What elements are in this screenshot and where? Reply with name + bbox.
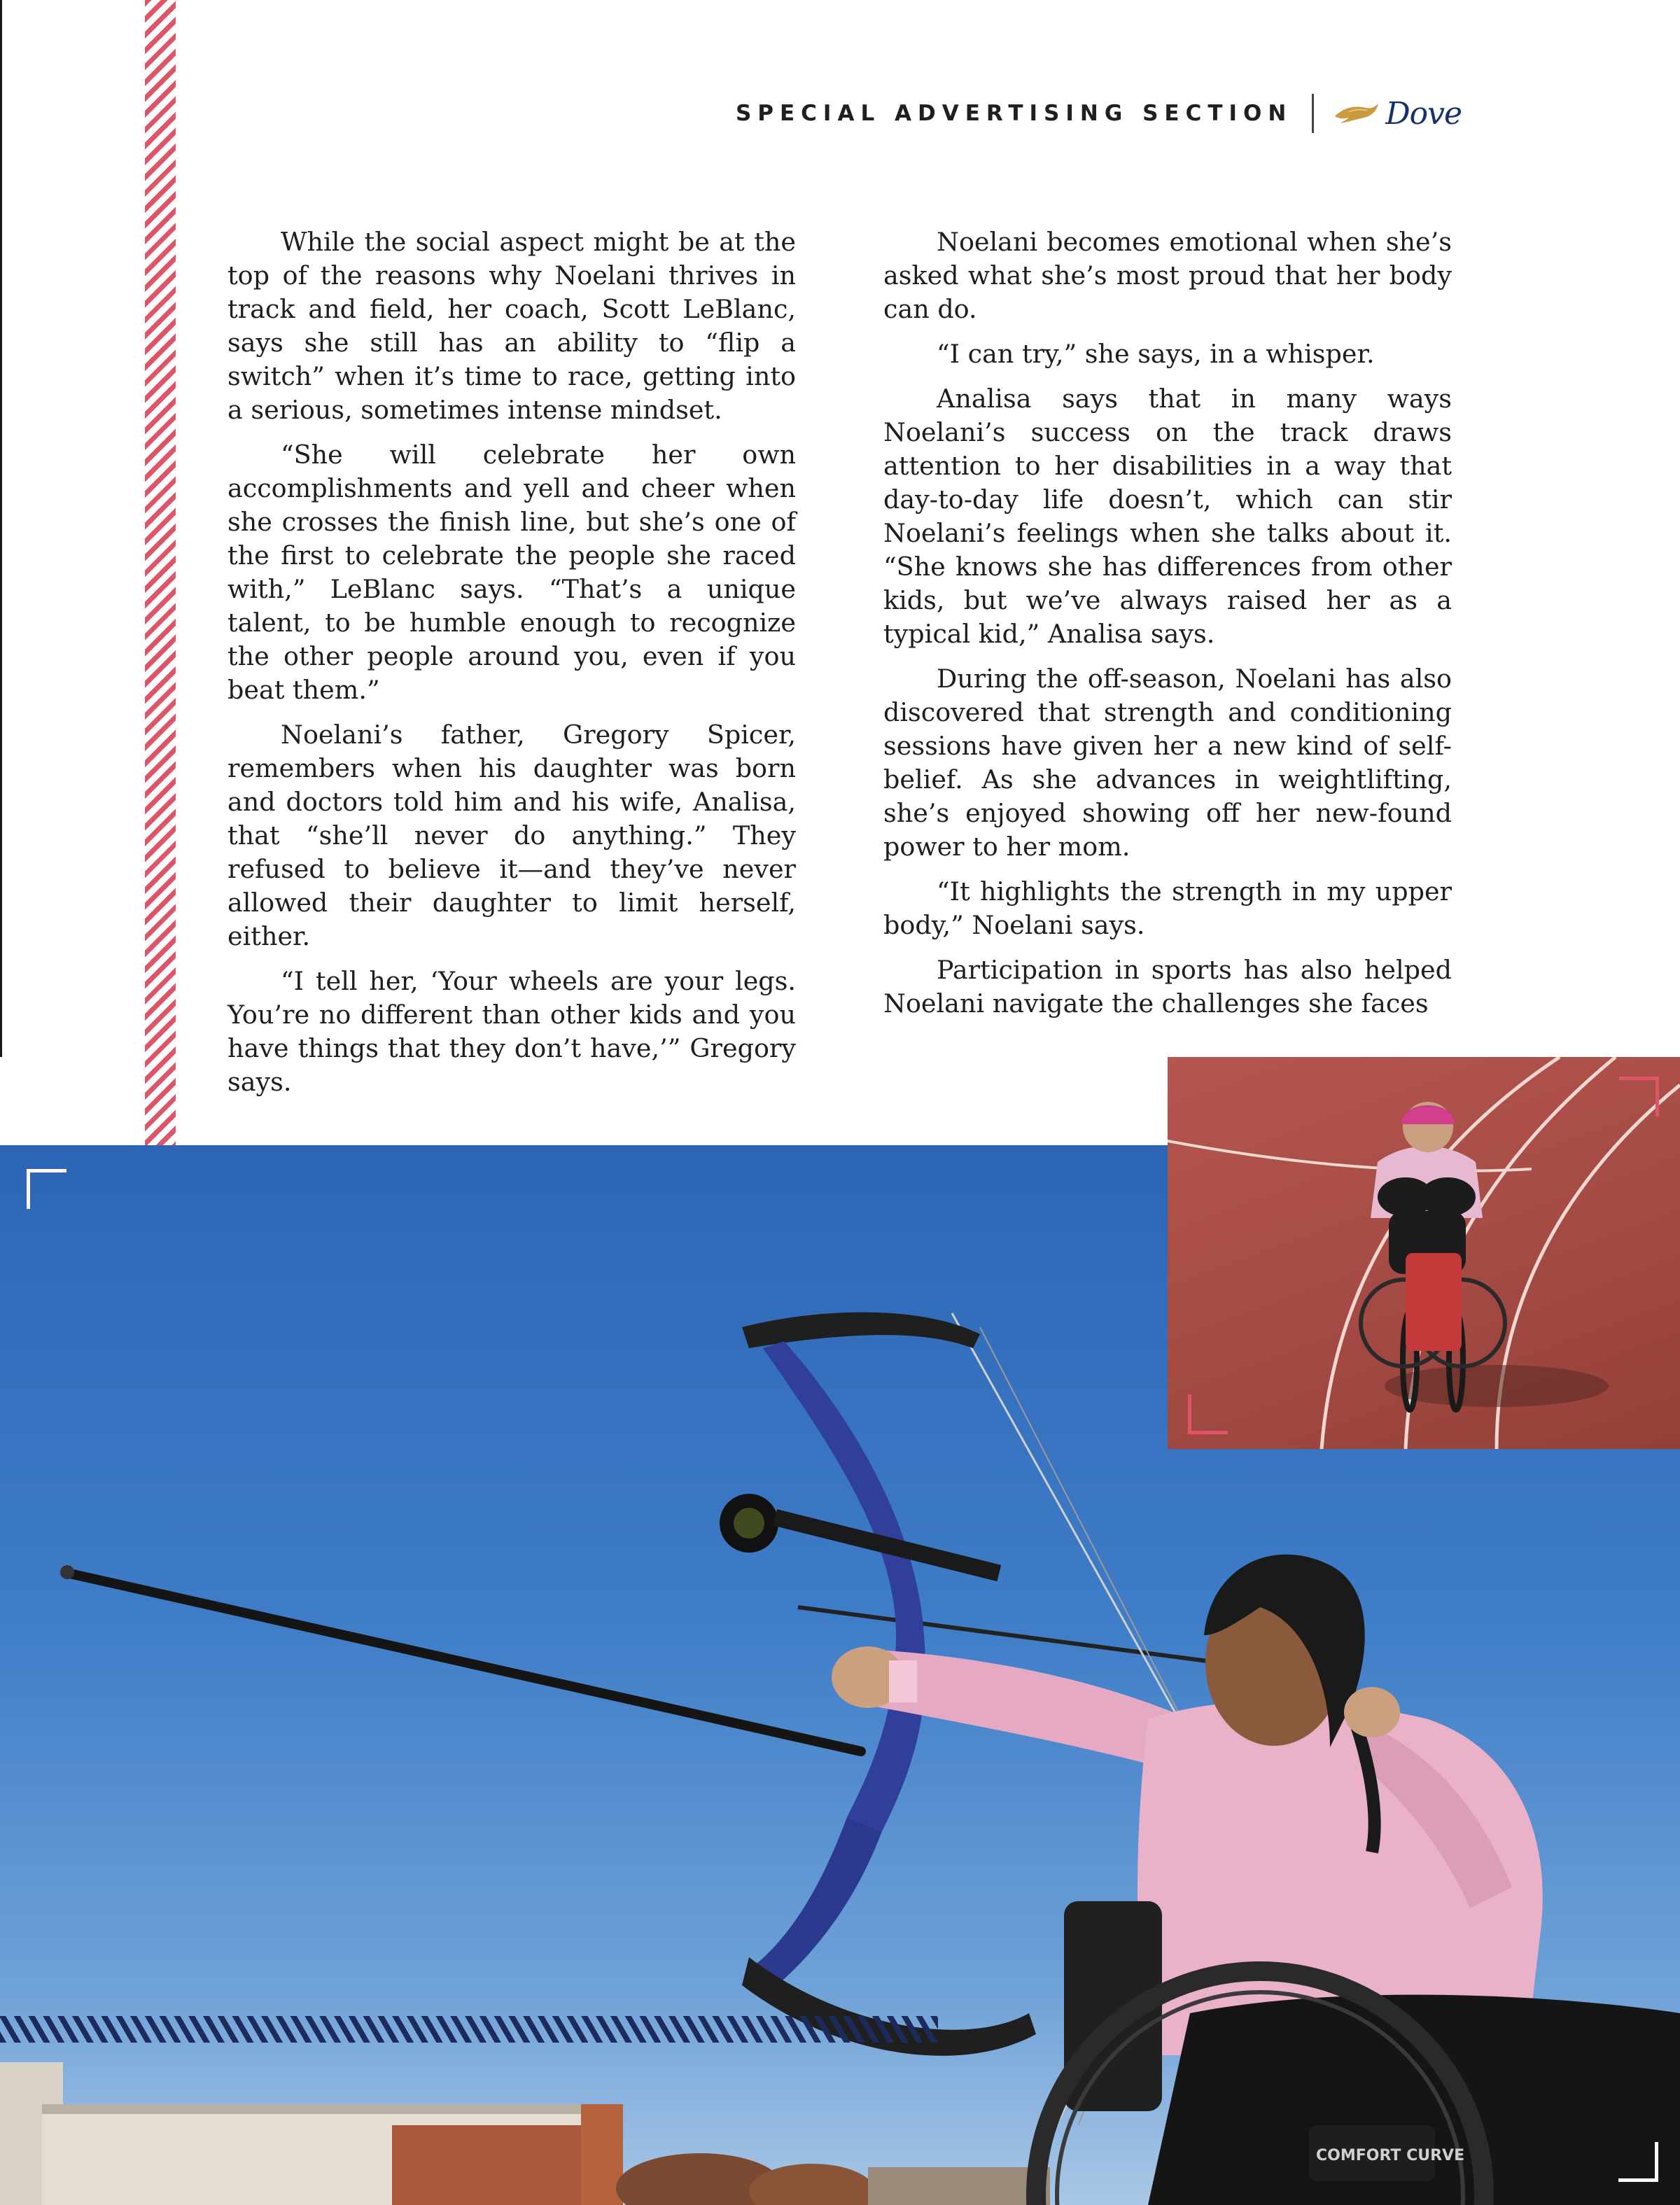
racing-illustration <box>1168 1057 1680 1449</box>
paragraph: Analisa says that in many ways Noelani’s success on the track draws attention to her disabilities in a way that day-to-day life doesn’t, which can stir Noelani’s feelings when she talks about it. “She knows she has differences from other kids, but we’ve always raised her as a typical kid,” Analisa says. <box>883 384 1452 649</box>
arrow <box>70 1574 861 1751</box>
paragraph: While the social aspect might be at the top of the reasons why Noelani thrives in track and field, her coach, Scott LeBlanc, says she still has an ability to “flip a switch” when it’s time to race, getting into a serious, sometimes intense mindset. <box>227 227 796 425</box>
decorative-stripe-horizontal <box>0 2016 938 2043</box>
page-edge-line <box>0 0 2 1057</box>
inset-corner-bracket <box>1619 1077 1659 1116</box>
header-divider <box>1312 94 1314 133</box>
article-column-right <box>883 225 1452 1032</box>
brand-name: Dove <box>1385 95 1462 132</box>
wheel-brand-text: COMFORT CURVE <box>1316 2147 1465 2164</box>
paragraph: “She will celebrate her own accomplishments and yell and cheer when she crosses the finish line, but she’s one of the first to celebrate the people she raced with,” LeBlanc says. “That’s a unique talent, to be humble enough to recognize the other people around you, even if you beat them.” <box>227 440 796 705</box>
paragraph: “It highlights the strength in my upper body,” Noelani says. <box>883 876 1452 940</box>
paragraph: Participation in sports has also helped Noelani navigate the challenges she faces <box>883 955 1452 1018</box>
stadium-buildings <box>0 2062 1050 2205</box>
photo-corner-bracket <box>1618 2142 1658 2182</box>
paragraph: Noelani becomes emotional when she’s asked what she’s most proud that her body can do. <box>883 227 1452 324</box>
racer <box>1361 1102 1505 1410</box>
page-header <box>736 95 1462 132</box>
section-label: SPECIAL ADVERTISING SECTION <box>735 101 1293 126</box>
photo-corner-bracket <box>27 1169 66 1209</box>
paragraph: During the off-season, Noelani has also discovered that strength and conditioning sessions have given her a new kind of self-belief. As she advances in weightlifting, she’s enjoyed showing off her new-found power to her mom. <box>883 664 1452 862</box>
wheelchair-racing-photo <box>1168 1057 1680 1449</box>
dove-bird-icon <box>1334 101 1380 126</box>
paragraph: Noelani’s father, Gregory Spicer, remembers when his daughter was born and doctors told him and his wife, Analisa, that “she’ll never do anything.” They refused to believe it—and they’ve never allowed their daughter to limit herself, either. <box>227 720 796 951</box>
bow-upper-limb <box>742 1312 980 1348</box>
brand-logo <box>1334 96 1462 132</box>
article-column-left <box>227 225 796 1110</box>
paragraph: “I tell her, ‘Your wheels are your legs. You’re no different than other kids and you have things that they don’t have,’” Gregory says. <box>227 966 796 1097</box>
bow-riser <box>763 1341 925 1831</box>
paragraph: “I can try,” she says, in a whisper. <box>937 339 1375 369</box>
inset-corner-bracket <box>1188 1394 1228 1434</box>
